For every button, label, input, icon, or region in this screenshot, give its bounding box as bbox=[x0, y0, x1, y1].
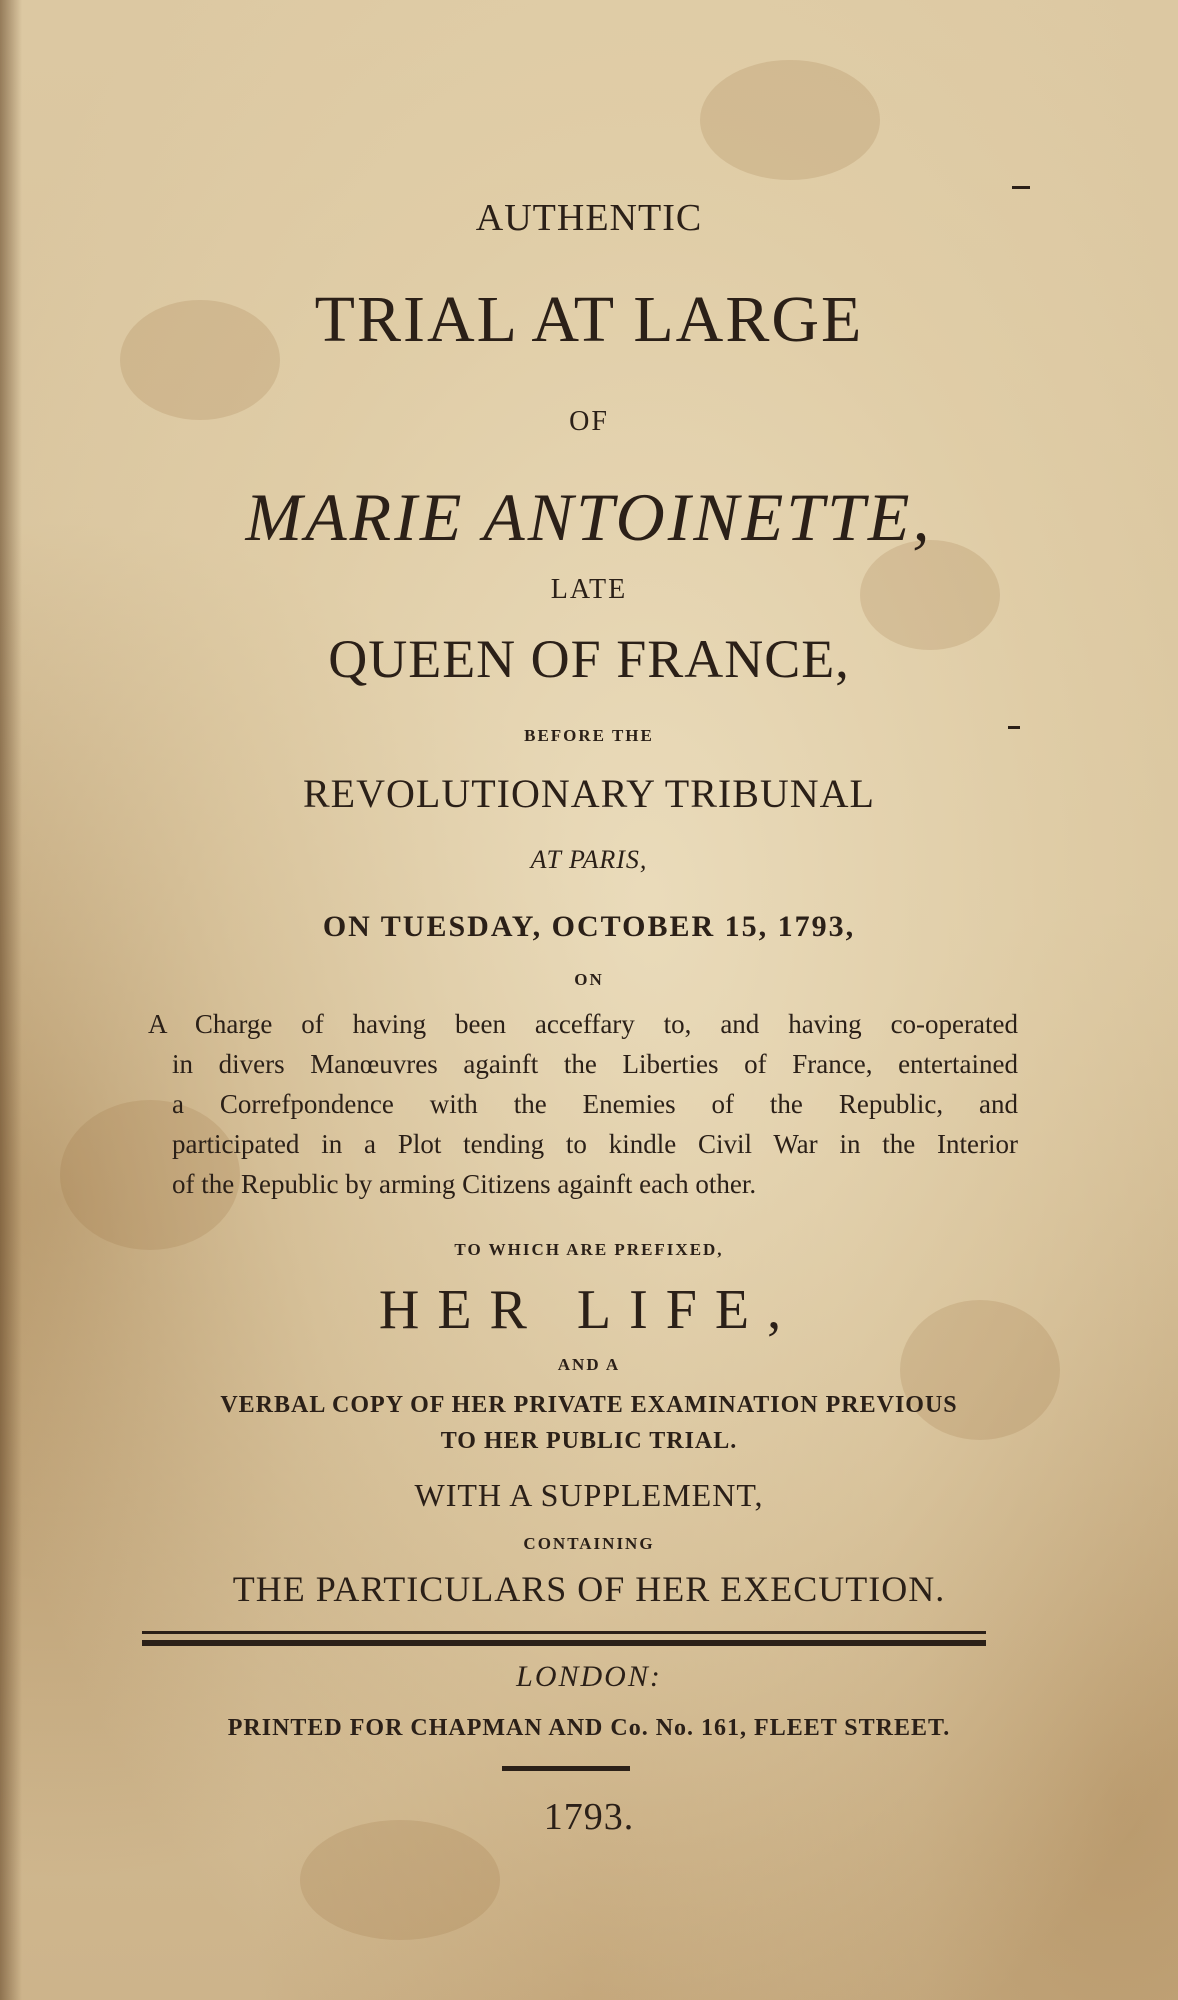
charge-line: in divers Manœuvres againft the Liberties of France, entertained bbox=[172, 1049, 1018, 1079]
charge-line: participated in a Plot tending to kindle Civil War in the Interior bbox=[172, 1129, 1018, 1159]
heading-her-life: HER LIFE, bbox=[378, 1279, 800, 1341]
heading-of: OF bbox=[569, 406, 609, 437]
heading-late: LATE bbox=[550, 574, 628, 605]
divider-rule-thick bbox=[142, 1640, 986, 1646]
heading-supplement: WITH A SUPPLEMENT, bbox=[414, 1477, 764, 1513]
heading-prefixed: TO WHICH ARE PREFIXED, bbox=[454, 1240, 724, 1259]
divider-rule-thin bbox=[142, 1631, 986, 1634]
charge-line: of the Republic by arming Citizens againft each other. bbox=[172, 1169, 757, 1199]
imprint-city: LONDON: bbox=[516, 1660, 662, 1693]
charge-line: A Charge of having been acceffary to, and having co-operated bbox=[148, 1009, 1018, 1039]
divider-short-rule bbox=[502, 1766, 630, 1771]
imprint-year: 1793. bbox=[543, 1796, 635, 1838]
heading-and-a: AND A bbox=[557, 1355, 621, 1374]
heading-authentic: AUTHENTIC bbox=[475, 197, 703, 239]
heading-on: ON bbox=[574, 970, 604, 989]
heading-tribunal: REVOLUTIONARY TRIBUNAL bbox=[303, 771, 875, 816]
heading-queen: QUEEN OF FRANCE, bbox=[328, 629, 850, 689]
heading-verbal-copy: VERBAL COPY OF HER PRIVATE EXAMINATION PREVIOUS bbox=[220, 1392, 958, 1418]
imprint-printer: PRINTED FOR CHAPMAN AND Co. No. 161, FLEET STREET. bbox=[227, 1715, 951, 1741]
heading-before: BEFORE THE bbox=[524, 726, 654, 745]
charge-line: a Correfpondence with the Enemies of the Republic, and bbox=[172, 1089, 1018, 1119]
heading-name: MARIE ANTOINETTE, bbox=[245, 479, 933, 555]
heading-trial: TRIAL AT LARGE bbox=[314, 283, 864, 356]
printer-mark bbox=[1012, 186, 1030, 189]
heading-at-paris: AT PARIS, bbox=[530, 845, 648, 874]
heading-particulars: THE PARTICULARS OF HER EXECUTION. bbox=[232, 1569, 946, 1609]
heading-public-trial: TO HER PUBLIC TRIAL. bbox=[440, 1428, 738, 1454]
charge-paragraph bbox=[148, 1004, 1018, 1204]
heading-date: ON TUESDAY, OCTOBER 15, 1793, bbox=[322, 910, 856, 943]
heading-containing: CONTAINING bbox=[523, 1534, 655, 1553]
foxing-stain bbox=[700, 60, 880, 180]
